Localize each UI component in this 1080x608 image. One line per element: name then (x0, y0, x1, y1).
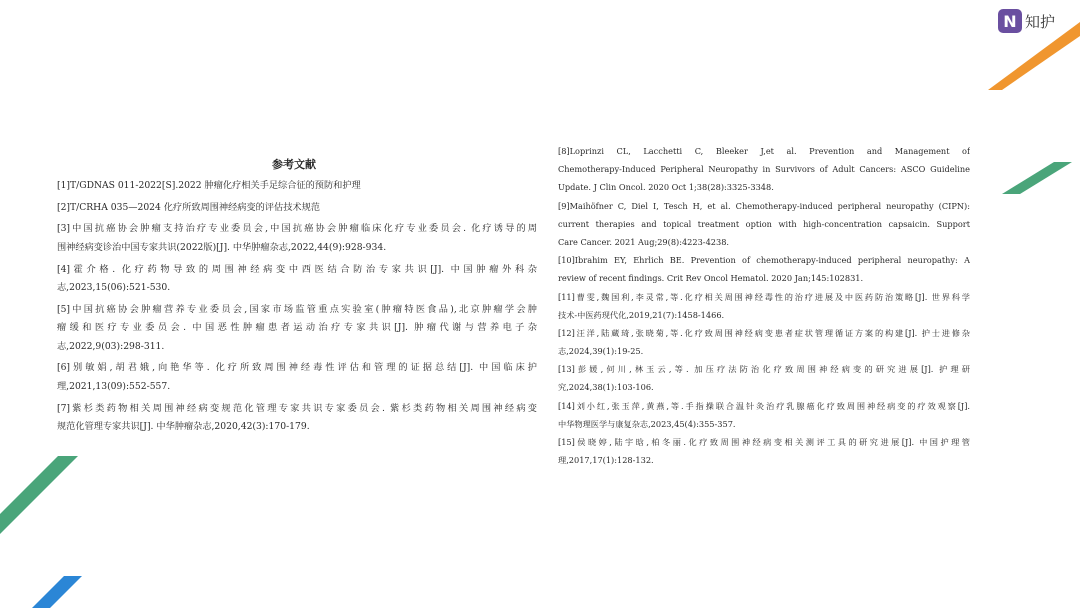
reference-entry (57, 261, 537, 298)
references-right-column (558, 142, 970, 469)
reference-line: [14]刘小红,张玉萍,黄燕,等.手指操联合温针灸治疗乳腺癌化疗致周围神经病变的疗效观察[J]. (558, 400, 970, 411)
reference-line: [5]中国抗癌协会肿瘤营养专业委员会,国家市场监管重点实验室(肿瘤特医食品),北京肿瘤学会肿 (57, 303, 537, 315)
logo-text: 知护 (1025, 12, 1056, 31)
reference-line: 理,2021,13(09):552-557. (57, 380, 171, 392)
reference-entry (558, 433, 970, 469)
reference-line: 规范化管理专家共识[J]. 中华肿瘤杂志,2020,42(3):170-179. (57, 421, 310, 433)
reference-line: [7]紫杉类药物相关周围神经病变规范化管理专家共识专家委员会. 紫杉类药物相关周围神经病变 (57, 402, 537, 414)
reference-entry (57, 177, 537, 196)
logo-mark-icon: N (998, 9, 1022, 33)
reference-line: [6]别敏娟,胡君娥,向艳华等. 化疗所致周围神经毒性评估和管理的证据总结[J]. 中国临床护 (57, 362, 537, 374)
reference-entry (57, 220, 537, 257)
reference-line: Update. J Clin Oncol. 2020 Oct 1;38(28):3325-3348. (558, 182, 774, 193)
reference-line: [11]曹雯,魏国利,李灵常,等.化疗相关周围神经毒性的治疗进展及中医药防治策略[J]. 世界科学 (558, 291, 970, 302)
green-stripe-right (1002, 162, 1072, 194)
reference-entry (558, 397, 970, 433)
reference-line: [12]汪洋,陆蔵琦,张晓菊,等.化疗致周围神经病变患者症状管理循证方案的构建[J]. 护士进修杂 (558, 327, 970, 338)
reference-line: Care Cancer. 2021 Aug;29(8):4223-4238. (558, 236, 730, 247)
reference-entry (57, 400, 537, 437)
reference-line: 志,2022,9(03):298-311. (57, 340, 165, 352)
reference-line: [15]侯晓婷,陆宇晗,柏冬丽.化疗致周围神经病变相关测评工具的研究进展[J]. 中国护理管 (558, 437, 970, 447)
reference-line: [1]T/GDNAS 011-2022[S].2022 肿瘤化疗相关手足综合征的预防和护理 (57, 180, 361, 191)
reference-line: [9]Maihöfner C, Diel I, Tesch H, et al. Chemotherapy-induced peripheral neuropathy (CIPN): (558, 200, 970, 211)
reference-line: review of recent findings. Crit Rev Oncol Hematol. 2020 Jan;145:102831. (558, 273, 864, 284)
reference-entry (57, 359, 537, 396)
reference-line: current therapies and topical treatment option with high-concentration capsaicin. Support (558, 218, 970, 229)
reference-line: [8]Loprinzi CL, Lacchetti C, Bleeker J,et al. Prevention and Management of (558, 146, 970, 156)
reference-line: 理,2017,17(1):128-132. (558, 455, 654, 466)
reference-line: 志,2023,15(06):521-530. (57, 282, 171, 294)
reference-line: [2]T/CRHA 035—2024 化疗所致周围神经病变的评估技术规范 (57, 201, 320, 213)
reference-entry (558, 360, 970, 396)
bottom-left-stripes (0, 450, 100, 608)
reference-line: 瘤缓和医疗专业委员会. 中国恶性肿瘤患者运动治疗专家共识[J]. 肿瘤代谢与营养电子杂 (57, 322, 537, 334)
reference-entry (57, 301, 537, 357)
reference-entry (558, 288, 970, 324)
brand-logo (998, 8, 1055, 34)
reference-entry (57, 199, 537, 218)
reference-line: 究,2024,38(1):103-106. (558, 382, 654, 393)
reference-line: Chemotherapy-Induced Peripheral Neuropathy in Survivors of Adult Cancers: ASCO Guideline (558, 164, 970, 175)
references-heading: 参考文献 (272, 158, 316, 171)
blue-stripe (32, 576, 82, 608)
reference-entry (558, 324, 970, 360)
reference-line: [4]霍介格. 化疗药物导致的周围神经病变中西医结合防治专家共识[J]. 中国肿瘤外科杂 (57, 263, 537, 275)
references-left-column (57, 177, 537, 440)
reference-line: 志,2024,39(1):19-25. (558, 346, 644, 357)
reference-entry (558, 251, 970, 287)
reference-line: [10]Ibrahim EY, Ehrlich BE. Prevention of chemotherapy-induced peripheral neuropathy: A (558, 255, 970, 266)
reference-line: [13]彭媛,何川,林玉云,等. 加压疗法防治化疗致周围神经病变的研究进展[J]. 护理研 (558, 364, 970, 375)
reference-entry (558, 142, 970, 197)
reference-entry (558, 197, 970, 252)
reference-line: 围神经病变诊治中国专家共识(2022版)[J]. 中华肿瘤杂志,2022,44(9):928-934. (57, 241, 387, 253)
reference-line: 技术-中医药现代化,2019,21(7):1458-1466. (558, 309, 725, 320)
green-stripe-left (0, 456, 78, 534)
reference-line: 中华物理医学与康复杂志,2023,45(4):355-357. (558, 418, 736, 429)
reference-line: [3]中国抗癌协会肿瘤支持治疗专业委员会,中国抗癌协会肿瘤临床化疗专业委员会. 化疗诱导的周 (57, 223, 537, 235)
